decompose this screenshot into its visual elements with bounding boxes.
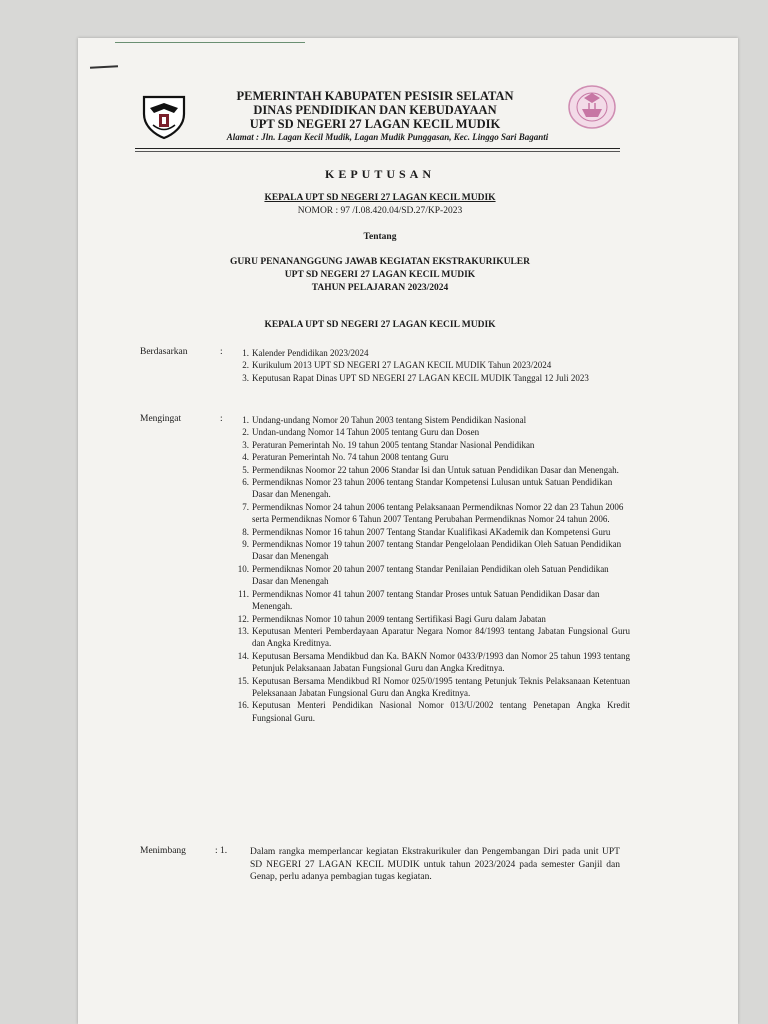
topic-line-2: UPT SD NEGERI 27 LAGAN KECIL MUDIK — [284, 270, 476, 280]
list-item: 7. Permendiknas Nomor 24 tahun 2006 tentang Pelaksanaan Permendiknas Nomor 22 dan 23 Tahun 2006 serta Permendiknas Nomor 6 Tahun 2007 Tentang Perubahan Permendiknas Nomor 24 tahun 2006. — [242, 501, 624, 525]
document-title: KEPUTUSAN — [324, 167, 435, 181]
berdasarkan-label: Berdasarkan — [140, 347, 188, 357]
menimbang-colon: : 1. — [215, 846, 228, 856]
list-item: 13. Keputusan Menteri Pemberdayaan Aparatur Negara Nomor 84/1993 tentang Jabatan Fungsional Guru dan Angka Kreditnya. — [237, 625, 630, 649]
header-line-school: UPT SD NEGERI 27 LAGAN KECIL MUDIK — [249, 117, 501, 131]
menimbang-text: Dalam rangka memperlancar kegiatan Ekstrakurikuler dan Pengembangan Diri pada unit UPT SD NEGERI 27 LAGAN KECIL MUDIK untuk tahun 2023/2024 pada semester Ganjil dan Genap, perlu adanya pembagian tugas kegiatan. — [250, 847, 620, 882]
issuer-heading: KEPALA UPT SD NEGERI 27 LAGAN KECIL MUDIK — [264, 320, 496, 330]
header-line-government: PEMERINTAH KABUPATEN PESISIR SELATAN — [236, 89, 514, 103]
header-separator-thin — [135, 151, 620, 152]
list-item: 1. Undang-undang Nomor 20 Tahun 2003 tentang Sistem Pendidikan Nasional — [242, 415, 527, 425]
list-item: 10. Permendiknas Nomor 20 tahun 2007 tentang Standar Penilaian Pendidikan oleh Satuan Pendidikan Dasar dan Menengah — [237, 563, 609, 587]
topic-line-1: GURU PENANANGGUNG JAWAB KEGIATAN EKSTRAKURIKULER — [230, 257, 530, 267]
mengingat-label: Mengingat — [140, 414, 182, 424]
berdasarkan-colon: : — [220, 347, 223, 357]
list-item: 14. Keputusan Bersama Mendikbud dan Ka. BAKN Nomor 0433/P/1993 dan Nomor 25 tahun 1993 tentang Petunjuk Pelaksanaan Jabatan Fungsional Guru dan Angka Kreditnya. — [237, 650, 630, 674]
mengingat-colon: : — [220, 414, 223, 424]
tut-wuri-handayani-emblem-icon — [567, 84, 617, 130]
list-item: 5. Permendiknas Noomor 22 tahun 2006 Standar Isi dan Untuk satuan Pendidikan Dasar dan Menengah. — [242, 464, 619, 475]
menimbang-label: Menimbang — [140, 846, 186, 856]
list-item: 15. Keputusan Bersama Mendikbud RI Nomor 025/0/1995 tentang Petunjuk Teknis Pelaksanaan Ketentuan Peleksanaan Jabatan Fungsional Guru dan Angka Kreditnya. — [237, 675, 630, 698]
list-item: 3. Keputusan Rapat Dinas UPT SD NEGERI 27 LAGAN KECIL MUDIK Tanggal 12 Juli 2023 — [242, 372, 589, 383]
list-item: 9. Permendiknas Nomor 19 tahun 2007 tentang Standar Pengelolaan Pendidikan Oleh Satuan Pendidikan Dasar dan Menengah — [242, 539, 622, 562]
list-item: 12. Permendiknas Nomor 10 tahun 2009 tentang Sertifikasi Bagi Guru dalam Jabatan — [237, 613, 546, 624]
list-item: 6. Permendiknas Nomor 23 tahun 2006 tentang Standar Kompetensi Lulusan untuk Satuan Pendidikan Dasar dan Menengah. — [242, 477, 613, 500]
decree-number: NOMOR : 97 /I.08.420.04/SD.27/KP-2023 — [297, 206, 463, 216]
list-item: 1. Kalender Pendidikan 2023/2024 — [242, 348, 369, 358]
mengingat-list — [230, 414, 630, 724]
berdasarkan-list — [230, 347, 630, 384]
document-subtitle: KEPALA UPT SD NEGERI 27 LAGAN KECIL MUDIK — [264, 193, 496, 203]
list-item: 3. Peraturan Pemerintah No. 19 tahun 2005 tentang Standar Nasional Pendidikan — [242, 439, 535, 450]
list-item: 8. Permendiknas Nomor 16 tahun 2007 Tentang Standar Kualifikasi AKademik dan Kompetensi Guru — [242, 526, 611, 537]
list-item: 11. Permendiknas Nomor 41 tahun 2007 tentang Standar Proses untuk Satuan Pendidikan Dasar dan Menengah. — [238, 588, 600, 612]
header-line-agency: DINAS PENDIDIKAN DAN KEBUDAYAAN — [253, 103, 497, 117]
header-separator-thick — [135, 148, 620, 149]
list-item: 2. Kurikulum 2013 UPT SD NEGERI 27 LAGAN KECIL MUDIK Tahun 2023/2024 — [242, 360, 552, 371]
green-edge-line — [115, 42, 305, 43]
header-address: Alamat : Jln. Lagan Kecil Mudik, Lagan Mudik Punggasan, Kec. Linggo Sari Baganti — [226, 132, 549, 142]
topic-line-3: TAHUN PELAJARAN 2023/2024 — [311, 283, 449, 293]
list-item: 16. Keputusan Menteri Pendidikan Nasional Nomor 013/U/2002 tentang Penetapan Angka Kredit Fungsional Guru. — [237, 700, 630, 723]
list-item: 2. Undan-undang Nomor 14 Tahun 2005 tentang Guru dan Dosen — [242, 427, 480, 438]
tentang-label: Tentang — [363, 232, 397, 242]
list-item: 4. Peraturan Pemerintah No. 74 tahun 2008 tentang Guru — [242, 452, 449, 463]
